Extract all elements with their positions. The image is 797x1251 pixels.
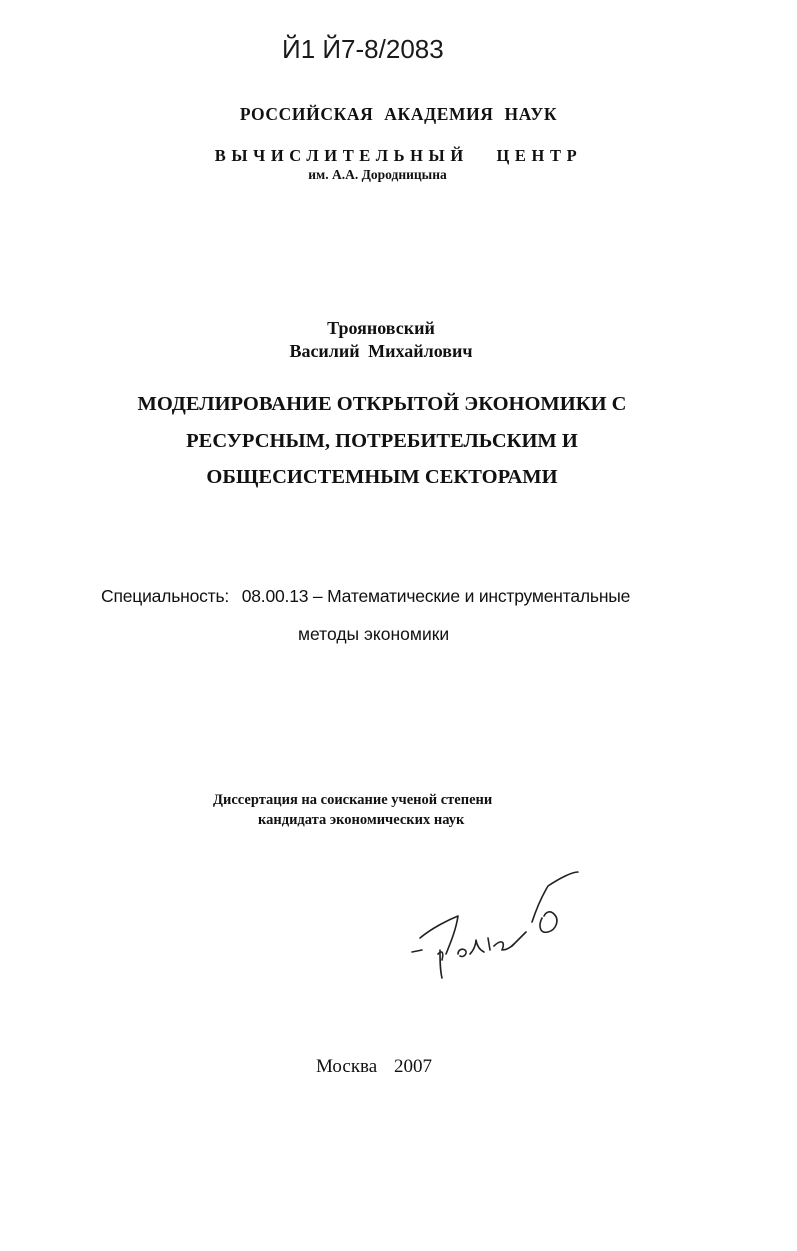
author-name: Василий Михайлович	[289, 341, 473, 361]
academy-name: РОССИЙСКАЯ АКАДЕМИЯ НАУК	[239, 104, 558, 124]
dissertation-title-line-1: МОДЕЛИРОВАНИЕ ОТКРЫТОЙ ЭКОНОМИКИ С	[137, 393, 627, 415]
handwritten-signature	[410, 870, 580, 985]
dissertation-title-line-3: ОБЩЕСИСТЕМНЫМ СЕКТОРАМИ	[206, 466, 558, 488]
dissertation-degree-line-1: Диссертация на соискание ученой степени	[213, 792, 493, 808]
specialty-line	[101, 586, 630, 607]
specialty-code-name: 08.00.13 – Математические и инструментальные	[241, 586, 631, 606]
author-surname: Трояновский	[327, 318, 435, 338]
computing-center-name: ВЫЧИСЛИТЕЛЬНЫЙ ЦЕНТР	[214, 146, 583, 165]
stamp-number-text: Й1 Й7-8/2083	[282, 34, 444, 64]
dissertation-degree-line-2: кандидата экономических наук	[258, 812, 465, 828]
specialty-continuation: методы экономики	[298, 624, 450, 644]
specialty-label: Специальность:	[101, 586, 230, 606]
dissertation-title-line-2: РЕСУРСНЫМ, ПОТРЕБИТЕЛЬСКИМ И	[186, 430, 578, 452]
named-after-line: им. А.А. Дородницына	[308, 167, 447, 182]
archive-stamp-number	[282, 34, 444, 65]
city-name: Москва	[316, 1056, 378, 1077]
place-and-year	[316, 1056, 432, 1078]
publication-year: 2007	[393, 1056, 432, 1077]
